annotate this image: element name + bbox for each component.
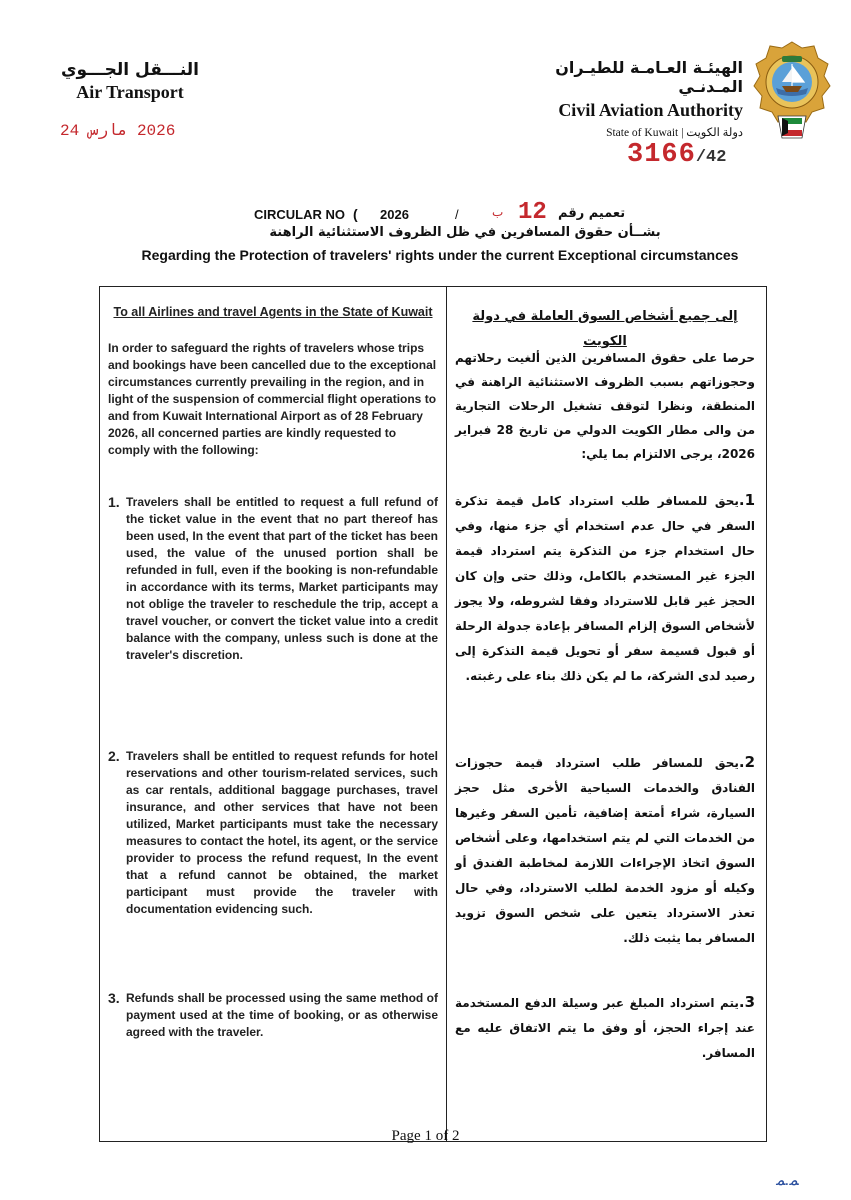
column-divider [446,287,447,1141]
arabic-item-2 [455,750,755,951]
english-item-1 [108,494,438,664]
arabic-item-number: 1. [738,491,755,509]
arabic-item-text: يحق للمسافر طلب استرداد كامل قيمة تذكرة السفر في حال عدم استخدام أي جزء منها، وفي حال استخدام جزء من التذكرة يتم استرداد قيمة الجزء غير المستخدم بالكامل، وذلك حتى وإن كان الحجز غير قابل للاسترداد وفقا لشروطه، ولا يجوز لأشخاص السوق إلزام المسافر بإعادة جدولة الرحلة أو قبول قسيمة سفر أو تحويل قيمة التذكرة إلى رصيد لدى الشركة، ما لم يكن ذلك بناء على رغبته. [455,494,755,683]
circular-year: 2026 [380,207,409,222]
kuwait-emblem-icon [752,38,832,144]
arabic-item-1 [455,488,755,689]
arabic-item-text: يتم استرداد المبلغ عبر وسيلة الدفع المستخدمة عند إجراء الحجز، أو وفق ما يتم الاتفاق عليه مع المسافر. [455,996,755,1060]
english-item-number: 2. [108,748,120,764]
arabic-item-number: 3. [738,993,755,1011]
english-intro: In order to safeguard the rights of travelers whose trips and bookings have been cancelled due to the exceptional circumstances currently prevailing in the region, and in light of the suspension of commercial flight operations to and from Kuwait International Airport as of 28 February 2026, all concerned parties are kindly requested to comply with the following: [108,341,437,457]
circular-label-ar: تعميم رقم [558,206,626,221]
english-item-text: Travelers shall be entitled to request refunds for hotel reservations and other tourism-related services, such as car rentals, additional baggage purchases, travel insurance, and other services that have not been utilized, Market participants must take the necessary measures to contact the hotel, its agent, or the service provider to process the refund request, In the event that a refund cannot be obtained, the market participant must provide the traveler with documentation evidencing such. [126,749,438,916]
department-header [40,60,220,103]
subject-en: Regarding the Protection of travelers' rights under the current Exceptional circumstances [141,247,739,263]
circular-number-line [0,199,851,227]
circular-label-en: CIRCULAR NO [254,207,345,222]
reference-number [627,140,726,170]
page-number: Page 1 of 2 [391,1128,460,1144]
arabic-heading: إلى جميع أشخاص السوق العاملة في دولة الكويت [472,309,738,349]
authority-name-en: Civil Aviation Authority [558,100,743,120]
english-item-3 [108,990,438,1041]
reference-number-black: /42 [695,148,727,167]
english-item-text: Refunds shall be processed using the same method of payment used at the time of booking, or as otherwise agreed with the traveler. [126,991,438,1039]
reference-number-red: 3166 [627,140,696,170]
english-item-text: Travelers shall be entitled to request a full refund of the ticket value in the event that no part thereof has been used, In the event that part of the ticket has been used, the value of the unused portion shall be refunded in full, even if the booking is non-refundable in accordance with its terms, Market participants may not oblige the traveler to reschedule the trip, accept a travel voucher, or convert the ticket value into a credit balance with the company, unless such is done at the traveler's discretion. [126,495,438,662]
authority-name-ar: الهيئـة العـامـة للطيـران المـدنـي [555,58,743,96]
handwritten-initials: ﻤ.ﻤ [776,1172,799,1189]
arabic-item-number: 2. [738,753,755,771]
english-heading: To all Airlines and travel Agents in the State of Kuwait [113,305,433,319]
state-label: State of Kuwait | دولة الكويت [606,127,743,139]
english-item-number: 1. [108,494,120,510]
circular-handwritten-mark: ب [492,205,504,219]
english-item-2 [108,748,438,918]
arabic-item-text: يحق للمسافر طلب استرداد قيمة حجوزات الفنادق والخدمات السياحية الأخرى مثل حجز السيارة، شراء أمتعة إضافية، تأمين السفر وغيرها من الخدمات التي لم يتم استخدامها، وعلى أشخاص السوق اتخاذ الإجراءات اللازمة لمخاطبة الفندق أو وكيله أو مزود الخدمة لطلب الاسترداد، وفي حال تعذر الاسترداد يتعين على شخص السوق تزويد المسافر بما يثبت ذلك. [455,756,755,945]
subject-ar: بشــأن حقوق المسافرين في ظل الظروف الاستثنائية الراهنة [269,225,661,240]
circular-paren: ( [353,206,358,222]
arabic-intro: حرصا على حقوق المسافرين الذين ألغيت رحلاتهم وحجوزاتهم بسبب الظروف الاستثنائية الراهنة في المنطقة، ونظرا لتوقف تشغيل الرحلات التجارية من والى مطار الكويت الدولي من تاريخ 28 فبراير 2026، يرجى الالتزام بما يلي: [455,351,756,461]
department-name-ar: النـــقل الجـــوي [60,60,200,80]
english-item-number: 3. [108,990,120,1006]
date-stamp: 2026 مارس 24 [60,122,176,140]
arabic-item-3 [455,990,755,1066]
department-name-en: Air Transport [76,82,184,102]
circular-slash: / [455,207,459,222]
circular-number: 12 [518,199,547,226]
authority-header [488,58,743,139]
